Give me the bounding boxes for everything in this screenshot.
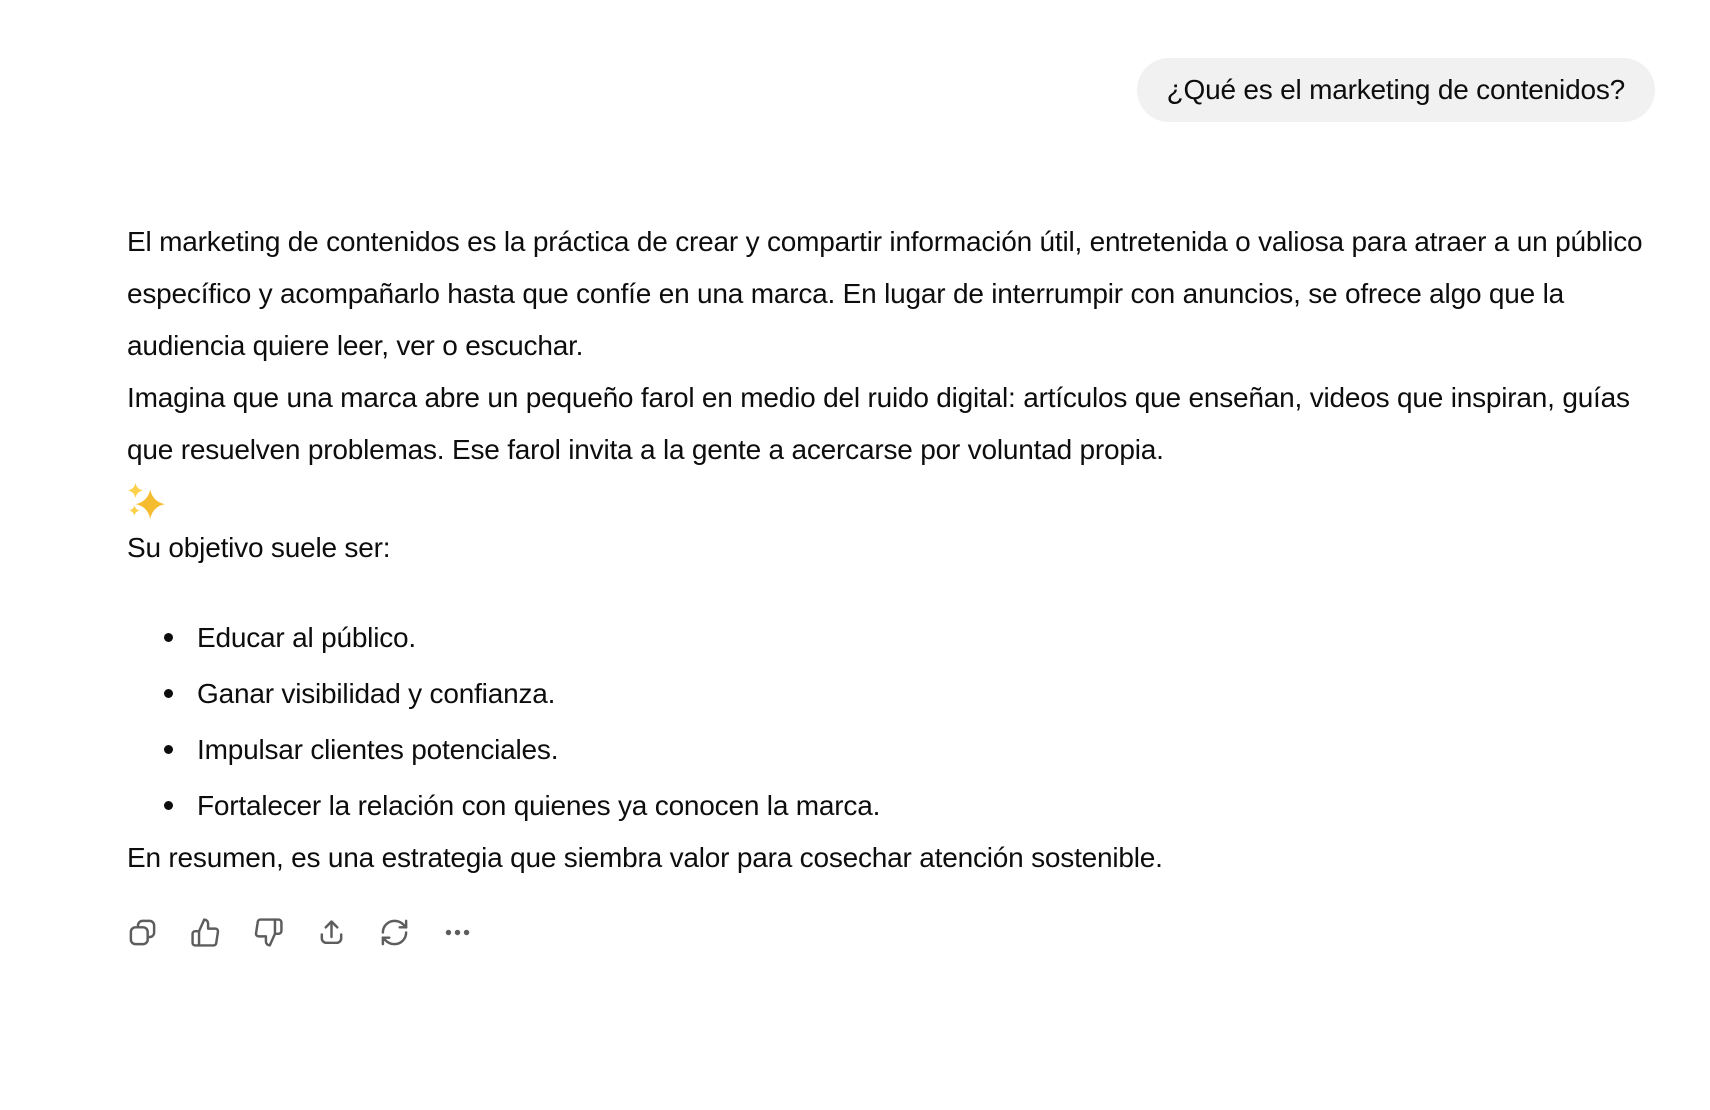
thumbs-down-button[interactable] [253, 917, 284, 948]
objectives-list [127, 612, 1655, 832]
list-item: Educar al público. [197, 612, 1655, 664]
share-button[interactable] [316, 917, 347, 948]
more-options-button[interactable] [442, 917, 473, 948]
assistant-paragraph-2 [127, 372, 1655, 522]
user-message-row [127, 58, 1655, 122]
list-intro: Su objetivo suele ser: [127, 532, 391, 563]
user-message-bubble: ¿Qué es el marketing de contenidos? [1137, 58, 1655, 122]
thumbs-up-button[interactable] [190, 917, 221, 948]
sparkles-emoji [127, 482, 1655, 522]
list-item: Impulsar clientes potenciales. [197, 724, 1655, 776]
copy-button[interactable] [127, 917, 158, 948]
list-item: Fortalecer la relación con quienes ya conocen la marca. [197, 780, 1655, 832]
list-item: Ganar visibilidad y confianza. [197, 668, 1655, 720]
assistant-message [127, 216, 1655, 948]
assistant-paragraph-1: El marketing de contenidos es la práctica de crear y compartir información útil, entretenida o valiosa para atraer a un público específico y acompañarlo hasta que confíe en una marca. En lugar de interrumpir con anuncios, se ofrece algo que la audiencia quiere leer, ver o escuchar. [127, 226, 1643, 361]
message-action-bar [127, 917, 1655, 948]
closing-paragraph: En resumen, es una estrategia que siembra valor para cosechar atención sostenible. [127, 842, 1163, 873]
regenerate-button[interactable] [379, 917, 410, 948]
assistant-paragraph-2-text: Imagina que una marca abre un pequeño farol en medio del ruido digital: artículos que enseñan, videos que inspiran, guías que resuelven problemas. Ese farol invita a la gente a acercarse por voluntad propia. [127, 382, 1630, 465]
